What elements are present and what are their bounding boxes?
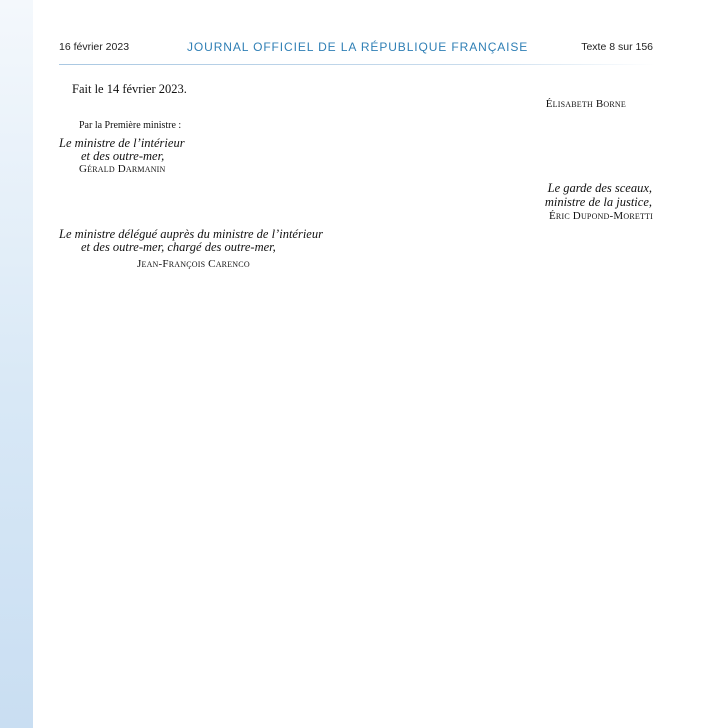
text-counter: Texte 8 sur 156 xyxy=(581,41,653,53)
signatory-1-title-line2: et des outre-mer, xyxy=(81,149,165,163)
signature-date: Fait le 14 février 2023. xyxy=(72,82,187,96)
signatory-3-name: Jean-François Carenco xyxy=(137,258,250,270)
journal-title: JOURNAL OFFICIEL DE LA RÉPUBLIQUE FRANÇAISE xyxy=(187,40,529,54)
page-header xyxy=(59,41,653,57)
prime-minister-name: Élisabeth Borne xyxy=(545,98,626,110)
signatory-2-title-line1: Le garde des sceaux, xyxy=(547,181,652,195)
header-date: 16 février 2023 xyxy=(59,41,130,53)
signatory-2-name: Éric Dupond-Moretti xyxy=(549,210,653,222)
signatory-2-title-line2: ministre de la justice, xyxy=(544,195,652,209)
signatory-1-title-line1: Le ministre de l’intérieur xyxy=(59,136,185,150)
signatory-3-title-line2: et des outre-mer, chargé des outre-mer, xyxy=(81,240,276,254)
countersign-intro: Par la Première ministre : xyxy=(79,120,182,131)
signatory-3-title-line1: Le ministre délégué auprès du ministre de l’intérieur xyxy=(59,227,323,241)
header-divider xyxy=(59,64,655,65)
page-margin-band xyxy=(0,0,33,728)
signatory-1-name: Gérald Darmanin xyxy=(79,163,166,175)
